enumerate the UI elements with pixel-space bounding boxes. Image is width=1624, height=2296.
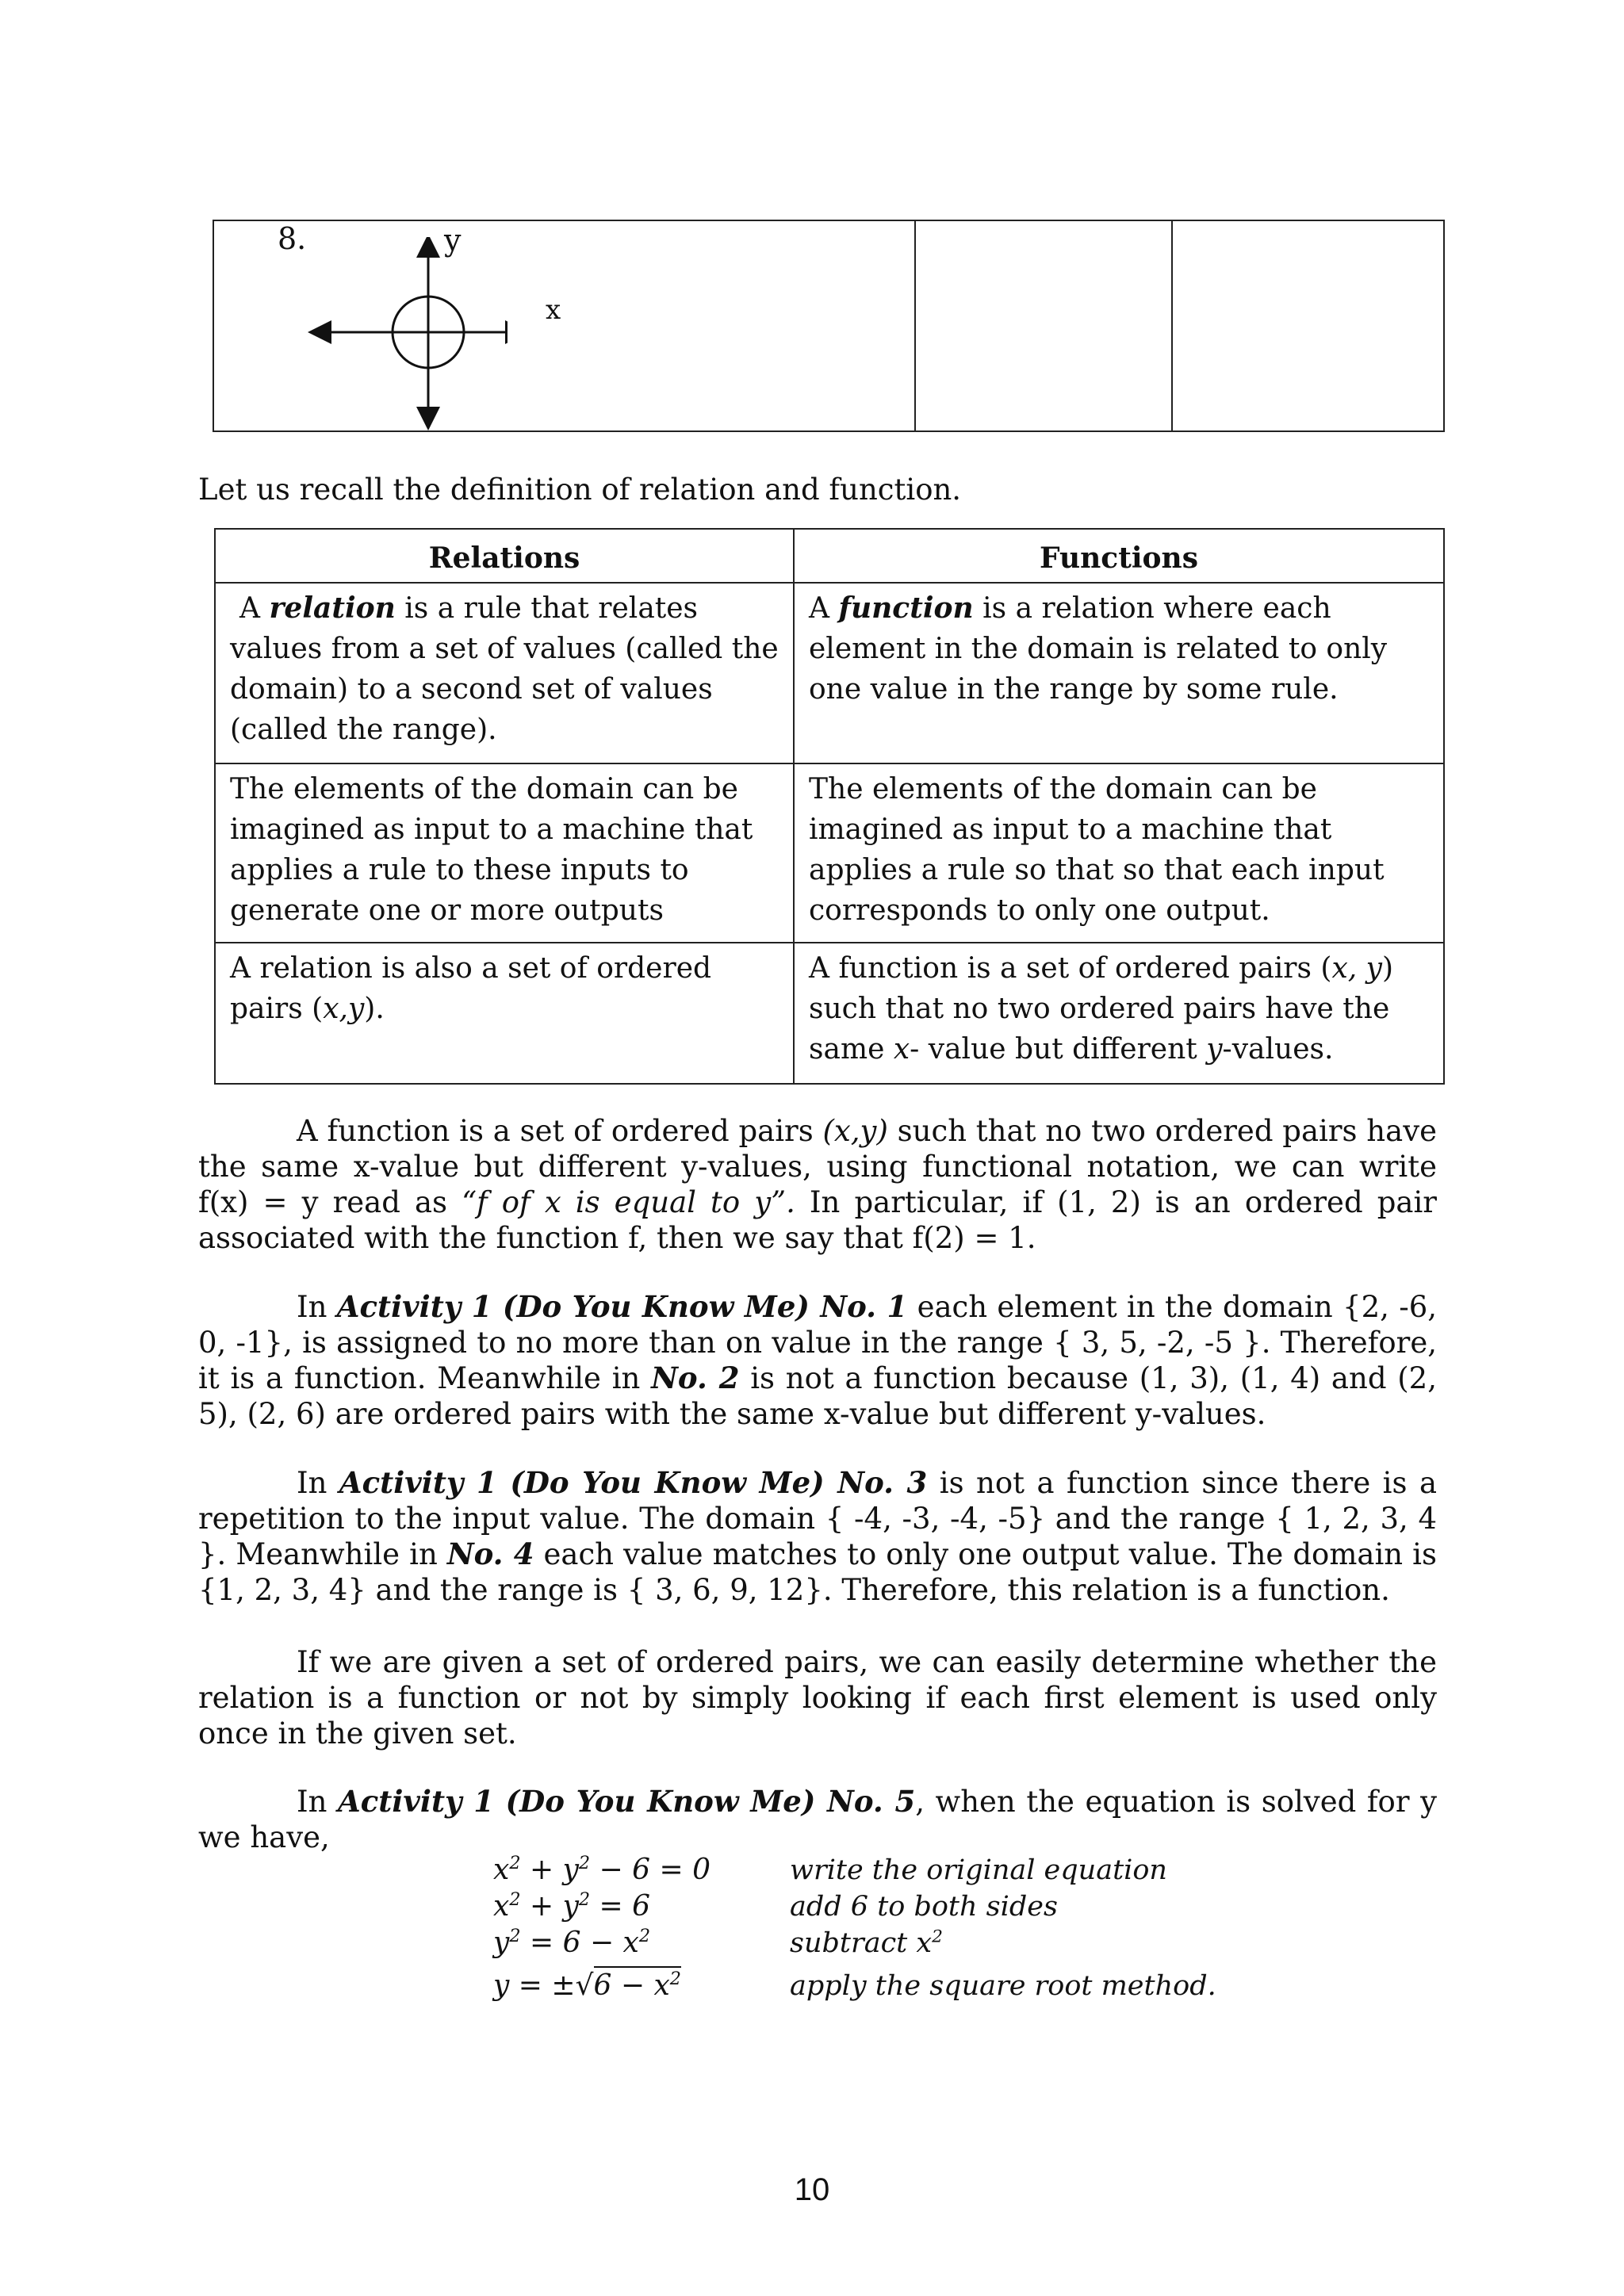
paragraph-activity-5: In Activity 1 (Do You Know Me) No. 5, when the equation is solved for y we have, bbox=[198, 1784, 1437, 1854]
item-8-reason-cell bbox=[1173, 221, 1443, 430]
paragraph-ordered-pairs-test: If we are given a set of ordered pairs, we can easily determine whether the relation is a function or not by simply looking if each first element is used only once in the given set. bbox=[198, 1645, 1437, 1751]
item-8-graph-cell bbox=[214, 221, 916, 430]
paragraph-activity-3-4: In Activity 1 (Do You Know Me) No. 3 is not a function since there is a repetition to the input value. The domain { -4, -3, -4, -5} and the range { 1, 2, 3, 4 }. Meanwhile in No. 4 each value matches to only one output value. The domain is {1, 2, 3, 4} and the range is { 3, 6, 9, 12}. Therefore, this relation is a function. bbox=[198, 1465, 1438, 1607]
step-2-note: add 6 to both sides bbox=[790, 1891, 1058, 1923]
step-1 bbox=[493, 1852, 1216, 1888]
item-8-table bbox=[213, 220, 1445, 432]
item-number: 8. bbox=[278, 221, 307, 256]
relation-machine: The elements of the domain can be imagined as input to a machine that applies a rule to these inputs to generate one or more outputs bbox=[215, 763, 794, 943]
relations-functions-table bbox=[214, 528, 1445, 1085]
function-ordered-pairs: A function is a set of ordered pairs (x, y) such that no two ordered pairs have the same x- value but different y-values. bbox=[794, 943, 1444, 1084]
equation-4: $y = \pm√6 - x^2$ bbox=[493, 1968, 790, 2019]
function-definition: A function is a relation where each element in the domain is related to only one value in the range by some rule. bbox=[794, 583, 1444, 763]
circle-graph-icon bbox=[301, 237, 508, 431]
step-4-note: apply the square root method. bbox=[790, 1970, 1216, 2002]
paragraph-function-notation: A function is a set of ordered pairs (x,y) such that no two ordered pairs have the same x-value but different y-values, using functional notation, we can write f(x) = y read as “f of x is equal to y”. In particular, if (1, 2) is an ordered pair associated with the function f, then we say that f(2) = 1. bbox=[198, 1114, 1437, 1255]
intro-text: Let us recall the definition of relation and function. bbox=[198, 473, 962, 507]
equation-1: $x^2 + y^2 - 6 = 0$ bbox=[493, 1853, 711, 1886]
paragraph-activity-1-2: In Activity 1 (Do You Know Me) No. 1 each element in the domain {2, -6, 0, -1}, is assigned to no more than on value in the range { 3, 5, -2, -5 }. Therefore, it is a function. Meanwhile in No. 2 is not a function because (1, 3), (1, 4) and (2, 5), (2, 6) are ordered pairs with the same x-value but different y-values. bbox=[198, 1289, 1437, 1431]
step-4 bbox=[493, 1961, 1216, 2019]
equation-2: $x^2 + y^2 = 6$ bbox=[493, 1889, 651, 1923]
item-8-answer-cell bbox=[916, 221, 1173, 430]
function-machine: The elements of the domain can be imagined as input to a machine that applies a rule so that so that each input corresponds to only one output. bbox=[794, 763, 1444, 943]
step-3 bbox=[493, 1925, 1216, 1961]
functions-header: Functions bbox=[794, 529, 1444, 583]
step-2 bbox=[493, 1888, 1216, 1925]
step-3-note: subtract $x^2$ bbox=[790, 1927, 943, 1959]
solution-steps bbox=[493, 1852, 1216, 2019]
relations-header: Relations bbox=[215, 529, 794, 583]
equation-3: $y^2 = 6 - x^2$ bbox=[493, 1926, 651, 1959]
step-1-note: write the original equation bbox=[790, 1854, 1167, 1886]
y-axis-label: y bbox=[444, 223, 462, 258]
page-number: 10 bbox=[794, 2172, 830, 2207]
relation-definition: A relation is a rule that relates values from a set of values (called the domain) to a second set of values (called the range). bbox=[215, 583, 794, 763]
x-axis-label: x bbox=[546, 294, 561, 326]
relation-ordered-pairs: A relation is also a set of ordered pairs (x,y). bbox=[215, 943, 794, 1084]
